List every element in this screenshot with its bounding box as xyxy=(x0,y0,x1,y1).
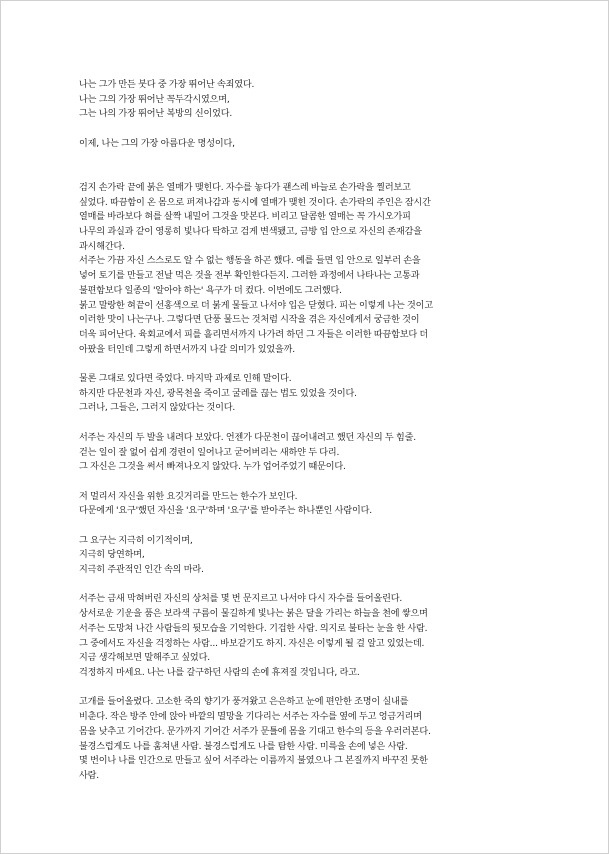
text-line: 걱정하지 마세요. 나는 나를 갈구하던 사람의 손에 휴져질 것입니다, 라고. xyxy=(79,668,360,678)
text-line: 넣어 토기를 만들고 전날 먹은 것을 전부 확인한다든지. 그러한 과정에서 나타나는 고통과 xyxy=(79,271,420,282)
text-line: 서주는 금새 막혀버린 자신의 상처를 몇 번 문지르고 나서야 다시 자수를 들어올린다. xyxy=(79,594,403,605)
paragraph xyxy=(79,78,531,122)
text-line: 비춘다. 작은 방주 안에 앉아 바깥의 멸망을 기다리는 서주는 자수를 옆에 두고 엉금거리며 xyxy=(79,712,422,723)
document-body xyxy=(79,78,531,798)
paragraph xyxy=(79,695,531,783)
text-line: 그는 나의 가장 뛰어난 복방의 신이었다. xyxy=(79,109,233,120)
paragraph-spacer xyxy=(79,166,531,181)
text-line: 물론 그대로 있다면 죽었다. 마지막 과제로 인해 말이다. xyxy=(79,374,292,384)
text-line: 열매를 바라보다 혀를 살짝 내밀어 그것을 맛본다. 비리고 달콤한 열매는 꼭 가시오가피 xyxy=(79,212,411,223)
paragraph xyxy=(79,592,531,680)
text-line: 이러한 맛이 나는구나. 그렇다면 단풍 물드는 것처럼 시작을 겪은 자신에게서 궁금한 것이 xyxy=(79,315,420,326)
text-line: 서주는 자신의 두 발을 내려다 보았다. 언젠가 다문천이 끊어내려고 했던 자신의 두 힘줄. xyxy=(79,432,416,443)
paragraph xyxy=(79,137,531,152)
text-line: 지극히 주관적인 인간 속의 마라. xyxy=(79,565,204,576)
paragraph xyxy=(79,372,531,416)
text-line: 나는 그가 만든 붓다 중 가장 뛰어난 속죄였다. xyxy=(79,80,255,90)
text-line: 검지 손가락 끝에 붉은 열매가 맺힌다. 자수를 놓다가 괜스레 바늘로 손가락을 찔러보고 xyxy=(79,182,411,193)
text-line: 싶었다. 따끔함이 온 몸으로 퍼져나감과 동시에 열매가 맺힌 것이다. 손가락의 주인은 잠시간 xyxy=(79,197,431,208)
text-line: 과시해간다. xyxy=(79,241,125,252)
text-line: 몇 번이나 나를 인간으로 만들고 싶어 서주라는 이름까지 불였으나 그 본질까지 바꾸진 못한 xyxy=(79,756,428,767)
text-line: 나는 그의 가장 뛰어난 꼭두각시였으며, xyxy=(79,94,230,105)
text-line: 붉고 말랑한 혀끝이 선홍색으로 더 붉게 물들고 나서야 입은 닫혔다. 피는 이렇게 나는 것이고 xyxy=(79,300,433,311)
paragraph xyxy=(79,490,531,519)
text-line: 그러나, 그들은, 그러지 않았다는 것이다. xyxy=(79,403,236,414)
text-line: 이제, 나는 그의 가장 아름다운 명성이다, xyxy=(79,138,235,149)
text-line: 몸을 낮추고 기어간다. 문가까지 기어간 서주가 문틀에 몸을 기대고 한수의 등을 우러러본다. xyxy=(79,726,431,737)
text-line: 저 멀리서 자신을 위한 요깃거리를 만드는 한수가 보인다. xyxy=(79,491,298,502)
text-line: 나무의 과실과 같이 영롱히 빛나다 탁하고 검게 변색됐고, 금방 입 안으로 자신의 존재감을 xyxy=(79,226,422,237)
text-line: 그 자신은 그것을 써서 빠져나오지 않았다. 누가 업어주었기 때문이다. xyxy=(79,462,346,473)
text-line: 서주는 도망쳐 나간 사람들의 뒷모습을 기억한다. 기겁한 사람. 의지로 불타는 눈을 한 사람. xyxy=(79,623,428,634)
paragraph xyxy=(79,181,531,357)
text-line: 사람. xyxy=(79,770,100,781)
text-line: 하지만 다문천과 자신, 광목천을 죽이고 굴레를 끊는 법도 있었을 것이다. xyxy=(79,388,357,399)
text-line: 고개를 들어올렸다. 고소한 죽의 향기가 풍겨왔고 은은하고 눈에 편안한 조명이 실내를 xyxy=(79,697,409,708)
text-line: 불편함보다 일종의 '알아야 하는' 욕구가 더 컸다. 이번에도 그러했다. xyxy=(79,285,342,296)
paragraph xyxy=(79,431,531,475)
text-line: 더욱 피어난다. 육회교에서 피를 흘리면서까지 나가려 하던 그 자들은 이러한 따끔함보다 더 xyxy=(79,329,429,340)
text-line: 걷는 일이 잘 없어 쉽게 경련이 일어나고 굳어버리는 새하얀 두 다리. xyxy=(79,447,340,458)
text-line: 아팠을 터인데 그렇게 하면서까지 나갈 의미가 있었을까. xyxy=(79,344,295,355)
text-line: 그 중에서도 자신을 걱정하는 사람... 바보같기도 하지. 자신은 이렇게 될 걸 알고 있었는데. xyxy=(79,638,425,649)
paragraph xyxy=(79,534,531,578)
text-line: 지금 생각해보면 말해주고 싶었다. xyxy=(79,653,210,664)
text-line: 서주는 가끔 자신 스스로도 알 수 없는 행동을 하곤 했다. 예를 들면 입 안으로 일부러 손을 xyxy=(79,256,421,267)
text-line: 그 요구는 지극히 이기적이며, xyxy=(79,535,193,546)
text-line: 상서로운 기운을 품은 보라색 구름이 물길하게 빛나는 붉은 달을 가리는 하늘을 천에 쌓으며 xyxy=(79,609,428,620)
text-line: 지극히 당연하며, xyxy=(79,550,145,561)
text-line: 다문에게 '요구'했던 자신을 '요구'하며 '요구'를 받아주는 하나뿐인 사람이다. xyxy=(79,506,372,517)
text-line: 불경스럽게도 나를 훔쳐낸 사람. 불경스럽게도 나를 탐한 사람. 미륵을 손에 넣은 사람. xyxy=(79,741,408,752)
